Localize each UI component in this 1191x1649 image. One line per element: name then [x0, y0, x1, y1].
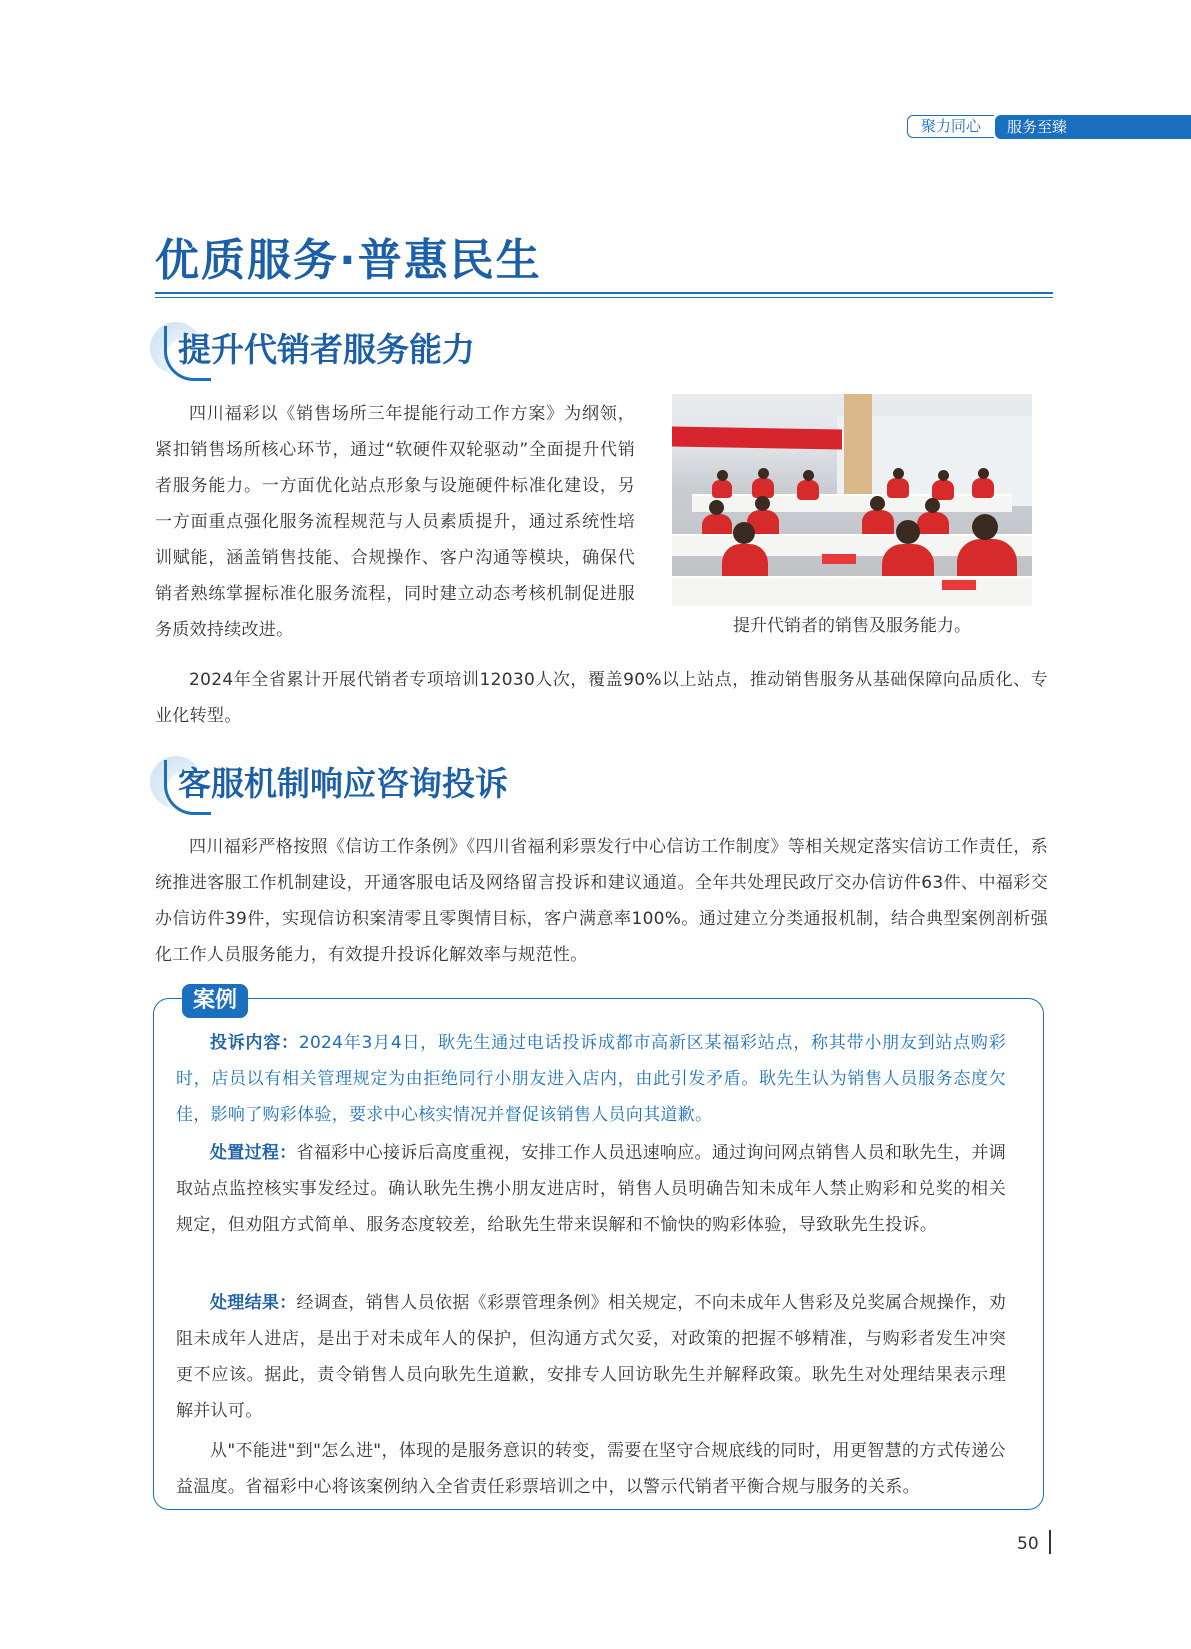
case-label: 案例	[182, 984, 248, 1018]
photo-caption: 提升代销者的销售及服务能力。	[733, 616, 971, 636]
photo-banner	[672, 427, 842, 450]
section2-paragraph-1: 四川福彩严格按照《信访工作条例》《四川省福利彩票发行中心信访工作制度》等相关规定落实信访工作责任，系统推进客服工作机制建设，开通客服电话及网络留言投诉和建议通道。全年共处理民政厅交办信访件63件、中福彩交办信访件39件，实现信访积案清零且零舆情目标，客户满意率100%。通过建立分类通报机制，结合典型案例剖析强化工作人员服务能力，有效提升投诉化解效率与规范性。	[155, 837, 1048, 965]
case-result-text: 经调查，销售人员依据《彩票管理条例》相关规定，不向未成年人售彩及兑奖属合规操作，劝阻未成年人进店，是出于对未成年人的保护，但沟通方式欠妥，对政策的把握不够精准，与购彩者发生冲突更不应该。据此，责令销售人员向耿先生道歉，安排专人回访耿先生并解释政策。耿先生对处理结果表示理解并认可。	[176, 1293, 1006, 1421]
header-section-tag	[907, 115, 1191, 138]
page-number-divider	[1049, 1530, 1051, 1554]
case-complaint-text: 2024年3月4日，耿先生通过电话投诉成都市高新区某福彩站点，称其带小朋友到站点购彩时，店员以有相关管理规定为由拒绝同行小朋友进入店内，由此引发矛盾。耿先生认为销售人员服务态度欠佳，影响了购彩体验，要求中心核实情况并督促该销售人员向其道歉。	[176, 1033, 1006, 1125]
section1-paragraph-1: 四川福彩以《销售场所三年提能行动工作方案》为纲领，紧扣销售场所核心环节，通过“软硬件双轮驱动”全面提升代销者服务能力。一方面优化站点形象与设施硬件标准化建设，另一方面重点强化服务流程规范与人员素质提升，通过系统性培训赋能，涵盖销售技能、合规操作、客户沟通等模块，确保代销者熟练掌握标准化服务流程，同时建立动态考核机制促进服务质效持续改进。	[155, 404, 635, 640]
section-title: 客服机制响应咨询投诉	[178, 764, 508, 803]
case-result-lead: 处理结果：	[210, 1293, 297, 1313]
section-heading-2	[150, 756, 750, 820]
case-process-lead: 处置过程：	[210, 1143, 297, 1163]
title-divider	[155, 292, 1053, 298]
header-tag-right: 服务至臻	[995, 115, 1191, 139]
section-title: 提升代销者服务能力	[178, 330, 475, 369]
case-complaint	[176, 1025, 1006, 1133]
header-tag-left: 聚力同心	[907, 115, 994, 138]
section-heading-1	[150, 322, 750, 386]
case-process-text: 省福彩中心接诉后高度重视，安排工作人员迅速响应。通过询问网点销售人员和耿先生，并调取站点监控核实事发经过。确认耿先生携小朋友进店时，销售人员明确告知未成年人禁止购彩和兑奖的相关规定，但劝阻方式简单、服务态度较差，给耿先生带来误解和不愉快的购彩体验，导致耿先生投诉。	[176, 1143, 1006, 1235]
case-complaint-lead: 投诉内容：	[210, 1033, 299, 1053]
page-number: 50	[1017, 1534, 1039, 1554]
case-result	[176, 1285, 1006, 1429]
case-conclusion: 从"不能进"到"怎么进"，体现的是服务意识的转变，需要在坚守合规底线的同时，用更智慧的方式传递公益温度。省福彩中心将该案例纳入全省责任彩票培训之中，以警示代销者平衡合规与服务的关系。	[176, 1441, 1006, 1497]
page-title: 优质服务·普惠民生	[155, 235, 542, 286]
section1-paragraph-2: 2024年全省累计开展代销者专项培训12030人次，覆盖90%以上站点，推动销售服务从基础保障向品质化、专业化转型。	[155, 670, 1048, 726]
case-process	[176, 1135, 1006, 1243]
training-photo	[672, 394, 1032, 606]
